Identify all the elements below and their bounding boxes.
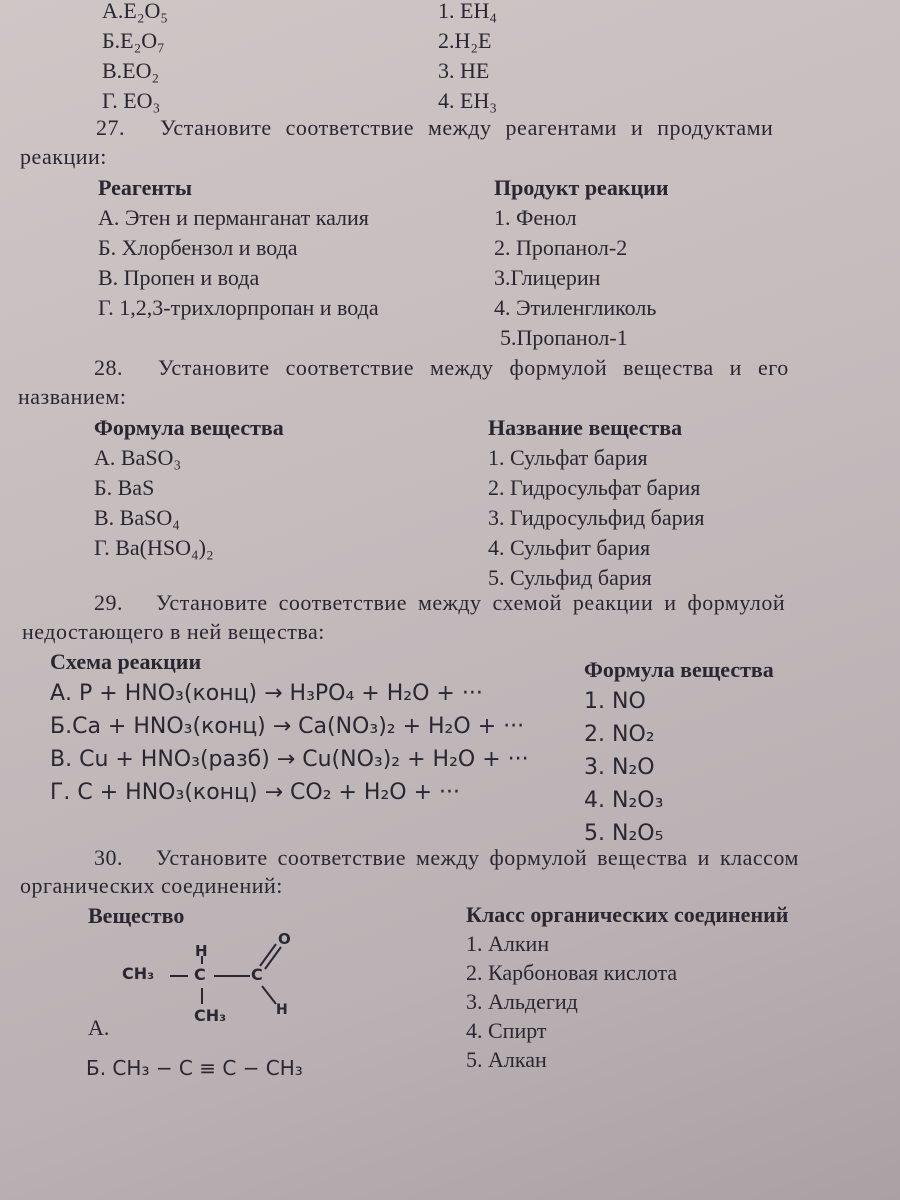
- q30-text-line1: Установите соответствие между формулой вещества и классом: [156, 845, 799, 870]
- q27-reagents: [98, 173, 379, 323]
- q28-right-item: 3. Гидросульфид бария: [488, 505, 705, 530]
- option-item: 3. HE: [438, 58, 490, 83]
- q28-left-header: Формула вещества: [94, 415, 284, 440]
- q29-left-item: А. P + HNO₃(конц) → H₃PO₄ + H₂O + ···: [50, 681, 483, 706]
- q27-text-line2: реакции:: [20, 144, 107, 169]
- q27-left-item: В. Пропен и вода: [98, 265, 260, 290]
- q27-right-item: 2. Пропанол-2: [494, 235, 628, 260]
- c-right: C: [251, 965, 263, 984]
- q30-text-line2: органических соединений:: [20, 873, 283, 898]
- h-right: H: [276, 1002, 288, 1018]
- q28-right-header: Название вещества: [488, 415, 683, 440]
- q28-text-line1: Установите соответствие между формулой вещества и его: [158, 355, 789, 380]
- q29-right-item: 4. N₂O₃: [584, 788, 664, 813]
- q28-left-item: Б. BaS: [94, 475, 155, 500]
- q30-classes: [466, 900, 788, 1074]
- option-item: 2.H₂E: [438, 28, 492, 53]
- q30-right-item: 5. Алкан: [466, 1047, 547, 1072]
- q28-text-line2: названием:: [18, 384, 127, 409]
- q30-right-header: Класс органических соединений: [466, 902, 789, 927]
- q29-left-header: Схема реакции: [50, 649, 202, 674]
- q30-right-item: 1. Алкин: [466, 931, 550, 956]
- q27-text-line1: Установите соответствие между реагентами и продуктами: [160, 115, 774, 140]
- q29-right-item: 3. N₂O: [584, 755, 655, 780]
- q30-right-item: 4. Спирт: [466, 1018, 547, 1043]
- ch3-bottom: CH₃: [194, 1006, 227, 1025]
- option-item: Б.E₂O₇: [102, 28, 165, 53]
- q28-right-item: 2. Гидросульфат бария: [488, 475, 701, 500]
- option-item: 1. EH₄: [438, 0, 497, 23]
- q30-item-a-label: А.: [88, 1015, 110, 1040]
- q29-left-item: Б.Ca + HNO₃(конц) → Ca(NO₃)₂ + H₂O + ···: [50, 714, 525, 739]
- ch3-left: CH₃: [122, 964, 155, 983]
- q29-right-item: 1. NO: [584, 689, 646, 714]
- option-item: В.EO₂: [102, 58, 160, 83]
- q30-right-item: 3. Альдегид: [466, 989, 578, 1014]
- q28-left-item: В. BaSO₄: [94, 505, 180, 530]
- q28-left-item: А. BaSO₃: [94, 445, 182, 470]
- q30-right-item: 2. Карбоновая кислота: [466, 960, 678, 985]
- q28-right-item: 5. Сульфид бария: [488, 565, 652, 590]
- q27-right-header: Продукт реакции: [494, 175, 669, 200]
- c-center: C: [194, 965, 206, 984]
- q27-right-item: 5.Пропанол-1: [500, 325, 628, 350]
- q27-left-item: Г. 1,2,3-трихлорпропан и вода: [98, 295, 379, 320]
- q29-text-line2: недостающего в ней вещества:: [22, 619, 325, 644]
- option-item: A.E₂O₅: [102, 0, 169, 23]
- top-left-options: [102, 0, 168, 116]
- q27-right-item: 3.Глицерин: [494, 265, 601, 290]
- q29-right-item: 5. N₂O₅: [584, 821, 664, 846]
- q29-text-line1: Установите соответствие между схемой реакции и формулой: [156, 590, 786, 615]
- top-right-options: [438, 0, 497, 116]
- q29-left-item: Г. C + HNO₃(конц) → CO₂ + H₂O + ···: [50, 780, 461, 805]
- option-item: 4. EH₃: [438, 88, 497, 113]
- q29-number: 29.: [94, 590, 123, 615]
- q30-left-header: Вещество: [88, 903, 185, 928]
- q27-right-item: 1. Фенол: [494, 205, 577, 230]
- q28-formulas: [94, 413, 284, 563]
- q27-products: [494, 173, 669, 353]
- q27-right-item: 4. Этиленгликоль: [494, 295, 657, 320]
- q30-number: 30.: [94, 845, 123, 870]
- q27-left-item: Б. Хлорбензол и вода: [98, 235, 298, 260]
- h-top: H: [195, 942, 208, 960]
- q29-schemes: [50, 647, 529, 809]
- q27-number: 27.: [96, 115, 125, 140]
- q28-names: [488, 413, 705, 593]
- q29-right-header: Формула вещества: [584, 657, 774, 682]
- q27-left-header: Реагенты: [98, 175, 193, 200]
- q29-right-item: 2. NO₂: [584, 722, 655, 747]
- option-item: Г. EO₃: [102, 88, 161, 113]
- oxygen: O: [278, 930, 291, 948]
- q28-right-item: 4. Сульфит бария: [488, 535, 651, 560]
- q28-left-item: Г. Ba(HSO₄)₂: [94, 535, 214, 560]
- q30-item-b: Б. CH₃ − C ≡ C − CH₃: [86, 1056, 303, 1080]
- q27-left-item: А. Этен и перманганат калия: [98, 205, 369, 230]
- q29-formulas: [584, 655, 774, 850]
- q28-number: 28.: [94, 355, 123, 380]
- q29-left-item: В. Cu + HNO₃(разб) → Cu(NO₃)₂ + H₂O + ···: [50, 747, 529, 772]
- q28-right-item: 1. Сульфат бария: [488, 445, 648, 470]
- structural-formula: [110, 928, 340, 1038]
